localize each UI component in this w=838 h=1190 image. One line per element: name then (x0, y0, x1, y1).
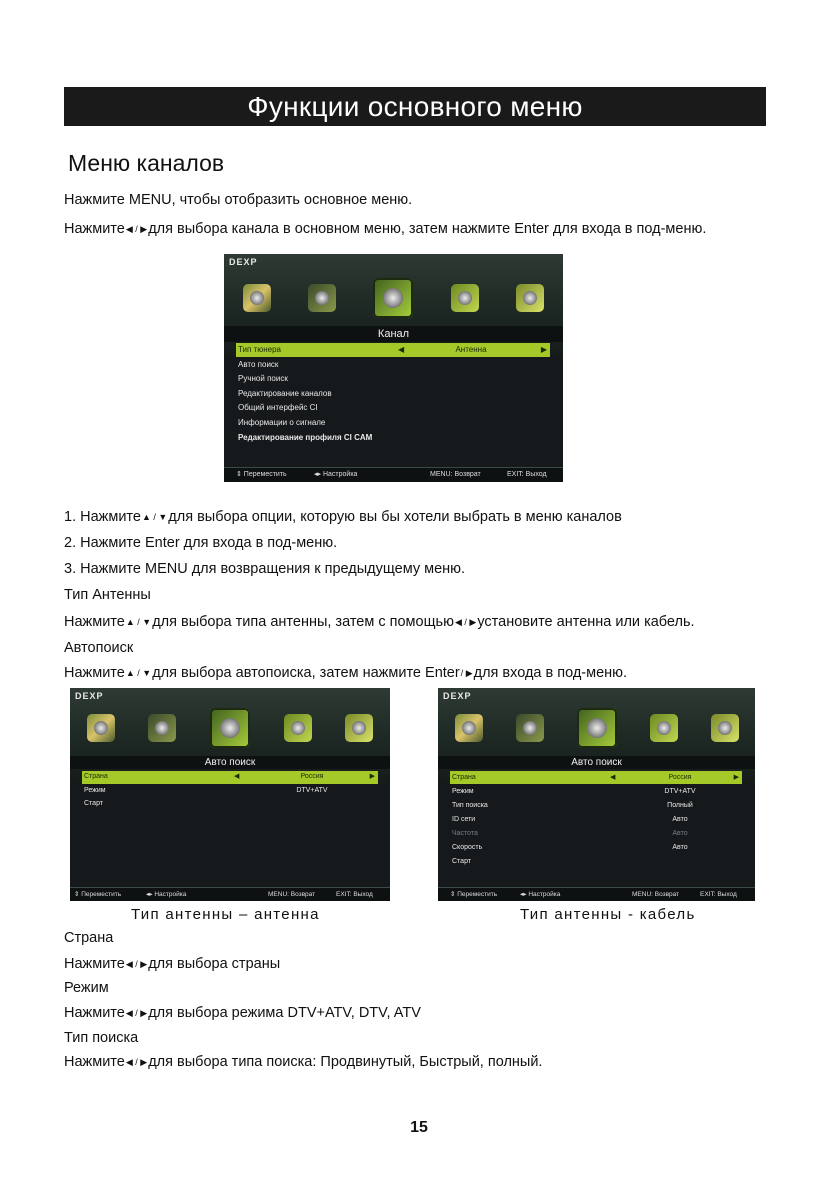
right-arrow-icon[interactable]: ▶ (540, 345, 547, 354)
left-right-arrows-icon: ◀ / ▶ (125, 1008, 148, 1018)
menu-row-label: Страна (84, 773, 108, 780)
menu-row-label: Авто поиск (238, 359, 279, 369)
menu-row-value: DTV+ATV (296, 786, 328, 794)
text: для выбора автопоиска, затем нажмите Enter (152, 665, 460, 681)
footer-exit-hint: EXIT: Выход (336, 891, 373, 898)
menu-row-label: ID сети (452, 816, 476, 823)
search-type-instructions (64, 1054, 542, 1070)
footer-move-hint: ⇕ Переместить (450, 891, 498, 898)
menu-row[interactable] (236, 343, 550, 357)
footer-move-hint: ⇕ Переместить (74, 891, 122, 898)
channel-menu-icon[interactable] (210, 708, 250, 748)
menu-icon-bar (224, 270, 563, 326)
text: для выбора режима DTV+ATV, DTV, ATV (148, 1005, 421, 1021)
footer-adjust-hint: ◂▸ Настройка (520, 891, 561, 898)
up-down-arrows-icon: ▲ / ▼ (125, 617, 152, 627)
menu-title: Канал (224, 326, 563, 342)
sound-menu-icon[interactable] (308, 284, 336, 312)
menu-row[interactable] (82, 785, 378, 798)
antenna-heading: Тип Антенны (64, 587, 151, 603)
country-instructions (64, 956, 280, 972)
footer-adjust-hint: ◂▸ Настройка (146, 891, 187, 898)
caption-antenna: Тип антенны – антенна (131, 906, 320, 923)
country-heading: Страна (64, 930, 114, 946)
tv-screen-autosearch-cable (438, 688, 755, 901)
left-right-arrows-icon: ◀ / ▶ (454, 617, 477, 627)
autosearch-instructions (64, 665, 627, 681)
menu-row[interactable] (236, 431, 550, 445)
menu-row[interactable] (450, 813, 742, 826)
left-arrow-icon[interactable]: ◀ (398, 345, 405, 354)
text: Нажмите (64, 1054, 125, 1070)
menu-row-label: Общий интерфейс CI (238, 403, 318, 413)
menu-footer (70, 887, 390, 901)
tv-screen-channel-menu (224, 254, 563, 482)
text: Нажмите (64, 221, 125, 237)
step-3: 3. Нажмите MENU для возвращения к предыдущему меню. (64, 561, 466, 577)
menu-row[interactable] (450, 855, 742, 868)
settings-gear-icon[interactable] (711, 714, 739, 742)
antenna-instructions (64, 614, 695, 630)
text: 1. Нажмите (64, 509, 141, 525)
picture-menu-icon[interactable] (87, 714, 115, 742)
text: Нажмите (64, 956, 125, 972)
left-arrow-icon[interactable]: ◀ (234, 773, 240, 780)
menu-icon-bar (70, 702, 390, 754)
picture-menu-icon[interactable] (455, 714, 483, 742)
menu-row[interactable] (450, 827, 742, 840)
menu-row-value: Авто (672, 830, 688, 837)
menu-row-value: Россия (300, 773, 324, 780)
text: для выбора типа антенны, затем с помощью (152, 614, 454, 630)
menu-row-value: Авто (672, 816, 688, 823)
menu-title: Авто поиск (438, 756, 755, 769)
menu-row[interactable] (82, 798, 378, 811)
sound-menu-icon[interactable] (148, 714, 176, 742)
left-arrow-icon[interactable]: ◀ (610, 774, 616, 781)
section-title: Меню каналов (68, 150, 225, 176)
menu-row[interactable] (450, 785, 742, 798)
lock-menu-icon[interactable] (451, 284, 479, 312)
menu-row-label: Частота (452, 830, 478, 837)
menu-row[interactable] (450, 799, 742, 812)
menu-row-label: Информации о сигнале (238, 418, 326, 427)
text: Нажмите (64, 665, 125, 681)
step-1 (64, 509, 622, 525)
dexp-logo: DEXP (75, 691, 104, 701)
menu-row-label: Старт (452, 858, 472, 865)
right-arrow-icon[interactable]: ▶ (733, 774, 739, 781)
intro-line-2 (64, 221, 706, 237)
search-type-heading: Тип поиска (64, 1030, 139, 1046)
menu-icon-bar (438, 702, 755, 754)
text: установите антенна или кабель. (477, 614, 695, 630)
left-right-arrows-icon: ◀ / ▶ (125, 1057, 148, 1067)
intro-line-1: Нажмите MENU, чтобы отобразить основное меню. (64, 192, 413, 208)
tv-screen-autosearch-antenna (70, 688, 390, 901)
menu-row-value: Авто (672, 844, 688, 851)
menu-row-value: Антенна (455, 345, 487, 354)
text: для выбора страны (148, 956, 281, 972)
right-arrow-icon: / ▶ (460, 668, 473, 678)
lock-menu-icon[interactable] (284, 714, 312, 742)
settings-gear-icon[interactable] (516, 284, 544, 312)
footer-exit-hint: EXIT: Выход (700, 891, 737, 898)
menu-footer (438, 887, 755, 901)
menu-row[interactable] (236, 401, 550, 415)
footer-menu-hint: MENU: Возврат (632, 891, 680, 898)
menu-row[interactable] (236, 416, 550, 430)
settings-gear-icon[interactable] (345, 714, 373, 742)
footer-move-hint: ⇕ Переместить (236, 471, 287, 478)
channel-menu-icon[interactable] (373, 278, 413, 318)
right-arrow-icon[interactable]: ▶ (369, 773, 375, 780)
dexp-logo: DEXP (443, 691, 472, 701)
sound-menu-icon[interactable] (516, 714, 544, 742)
menu-row-label: Режим (84, 786, 106, 794)
menu-row[interactable] (236, 372, 550, 386)
menu-row-value: DTV+ATV (664, 788, 696, 795)
lock-menu-icon[interactable] (650, 714, 678, 742)
menu-row-label: Старт (84, 800, 104, 807)
text: для выбора канала в основном меню, затем нажмите Enter для входа в под-меню. (148, 221, 707, 237)
dexp-logo: DEXP (229, 257, 258, 267)
menu-row[interactable] (236, 387, 550, 401)
menu-row-label: Страна (452, 774, 476, 781)
menu-row-label: Скорость (452, 844, 483, 851)
text: Нажмите (64, 1005, 125, 1021)
footer-menu-hint: MENU: Возврат (430, 471, 481, 478)
up-down-arrows-icon: ▲ / ▼ (125, 668, 152, 678)
footer-exit-hint: EXIT: Выход (507, 471, 547, 478)
channel-menu-icon[interactable] (577, 708, 617, 748)
left-right-arrows-icon: ◀ / ▶ (125, 959, 148, 969)
menu-row-value: Полный (667, 802, 693, 809)
menu-row-label: Тип тюнера (238, 345, 281, 354)
text: для выбора типа поиска: Продвинутый, Быстрый, полный. (148, 1054, 543, 1070)
caption-cable: Тип антенны - кабель (520, 906, 696, 923)
text: Нажмите (64, 614, 125, 630)
mode-instructions (64, 1005, 421, 1021)
menu-row[interactable] (450, 841, 742, 854)
text: для выбора опции, которую вы бы хотели выбрать в меню каналов (168, 509, 622, 525)
page-banner: Функции основного меню (64, 87, 766, 126)
menu-row[interactable] (82, 771, 378, 784)
step-2: 2. Нажмите Enter для входа в под-меню. (64, 535, 338, 551)
text: для входа в под-меню. (473, 665, 628, 681)
menu-row-label: Тип поиска (452, 802, 488, 809)
mode-heading: Режим (64, 980, 109, 996)
autosearch-heading: Автопоиск (64, 640, 134, 656)
menu-title: Авто поиск (70, 756, 390, 769)
menu-row-label: Редактирование каналов (238, 388, 332, 398)
menu-footer (224, 467, 563, 482)
left-right-arrows-icon: ◀ / ▶ (125, 224, 148, 234)
picture-menu-icon[interactable] (243, 284, 271, 312)
menu-row-label: Редактирование профиля CI CAM (238, 432, 373, 442)
menu-row[interactable] (236, 358, 550, 372)
footer-menu-hint: MENU: Возврат (268, 891, 316, 898)
menu-row[interactable] (450, 771, 742, 784)
page-number: 15 (410, 1119, 428, 1136)
menu-row-value: Россия (668, 774, 692, 781)
up-down-arrows-icon: ▲ / ▼ (141, 512, 168, 522)
footer-adjust-hint: ◂▸ Настройка (314, 471, 358, 478)
menu-row-label: Ручной поиск (238, 374, 288, 384)
menu-row-label: Режим (452, 788, 474, 795)
